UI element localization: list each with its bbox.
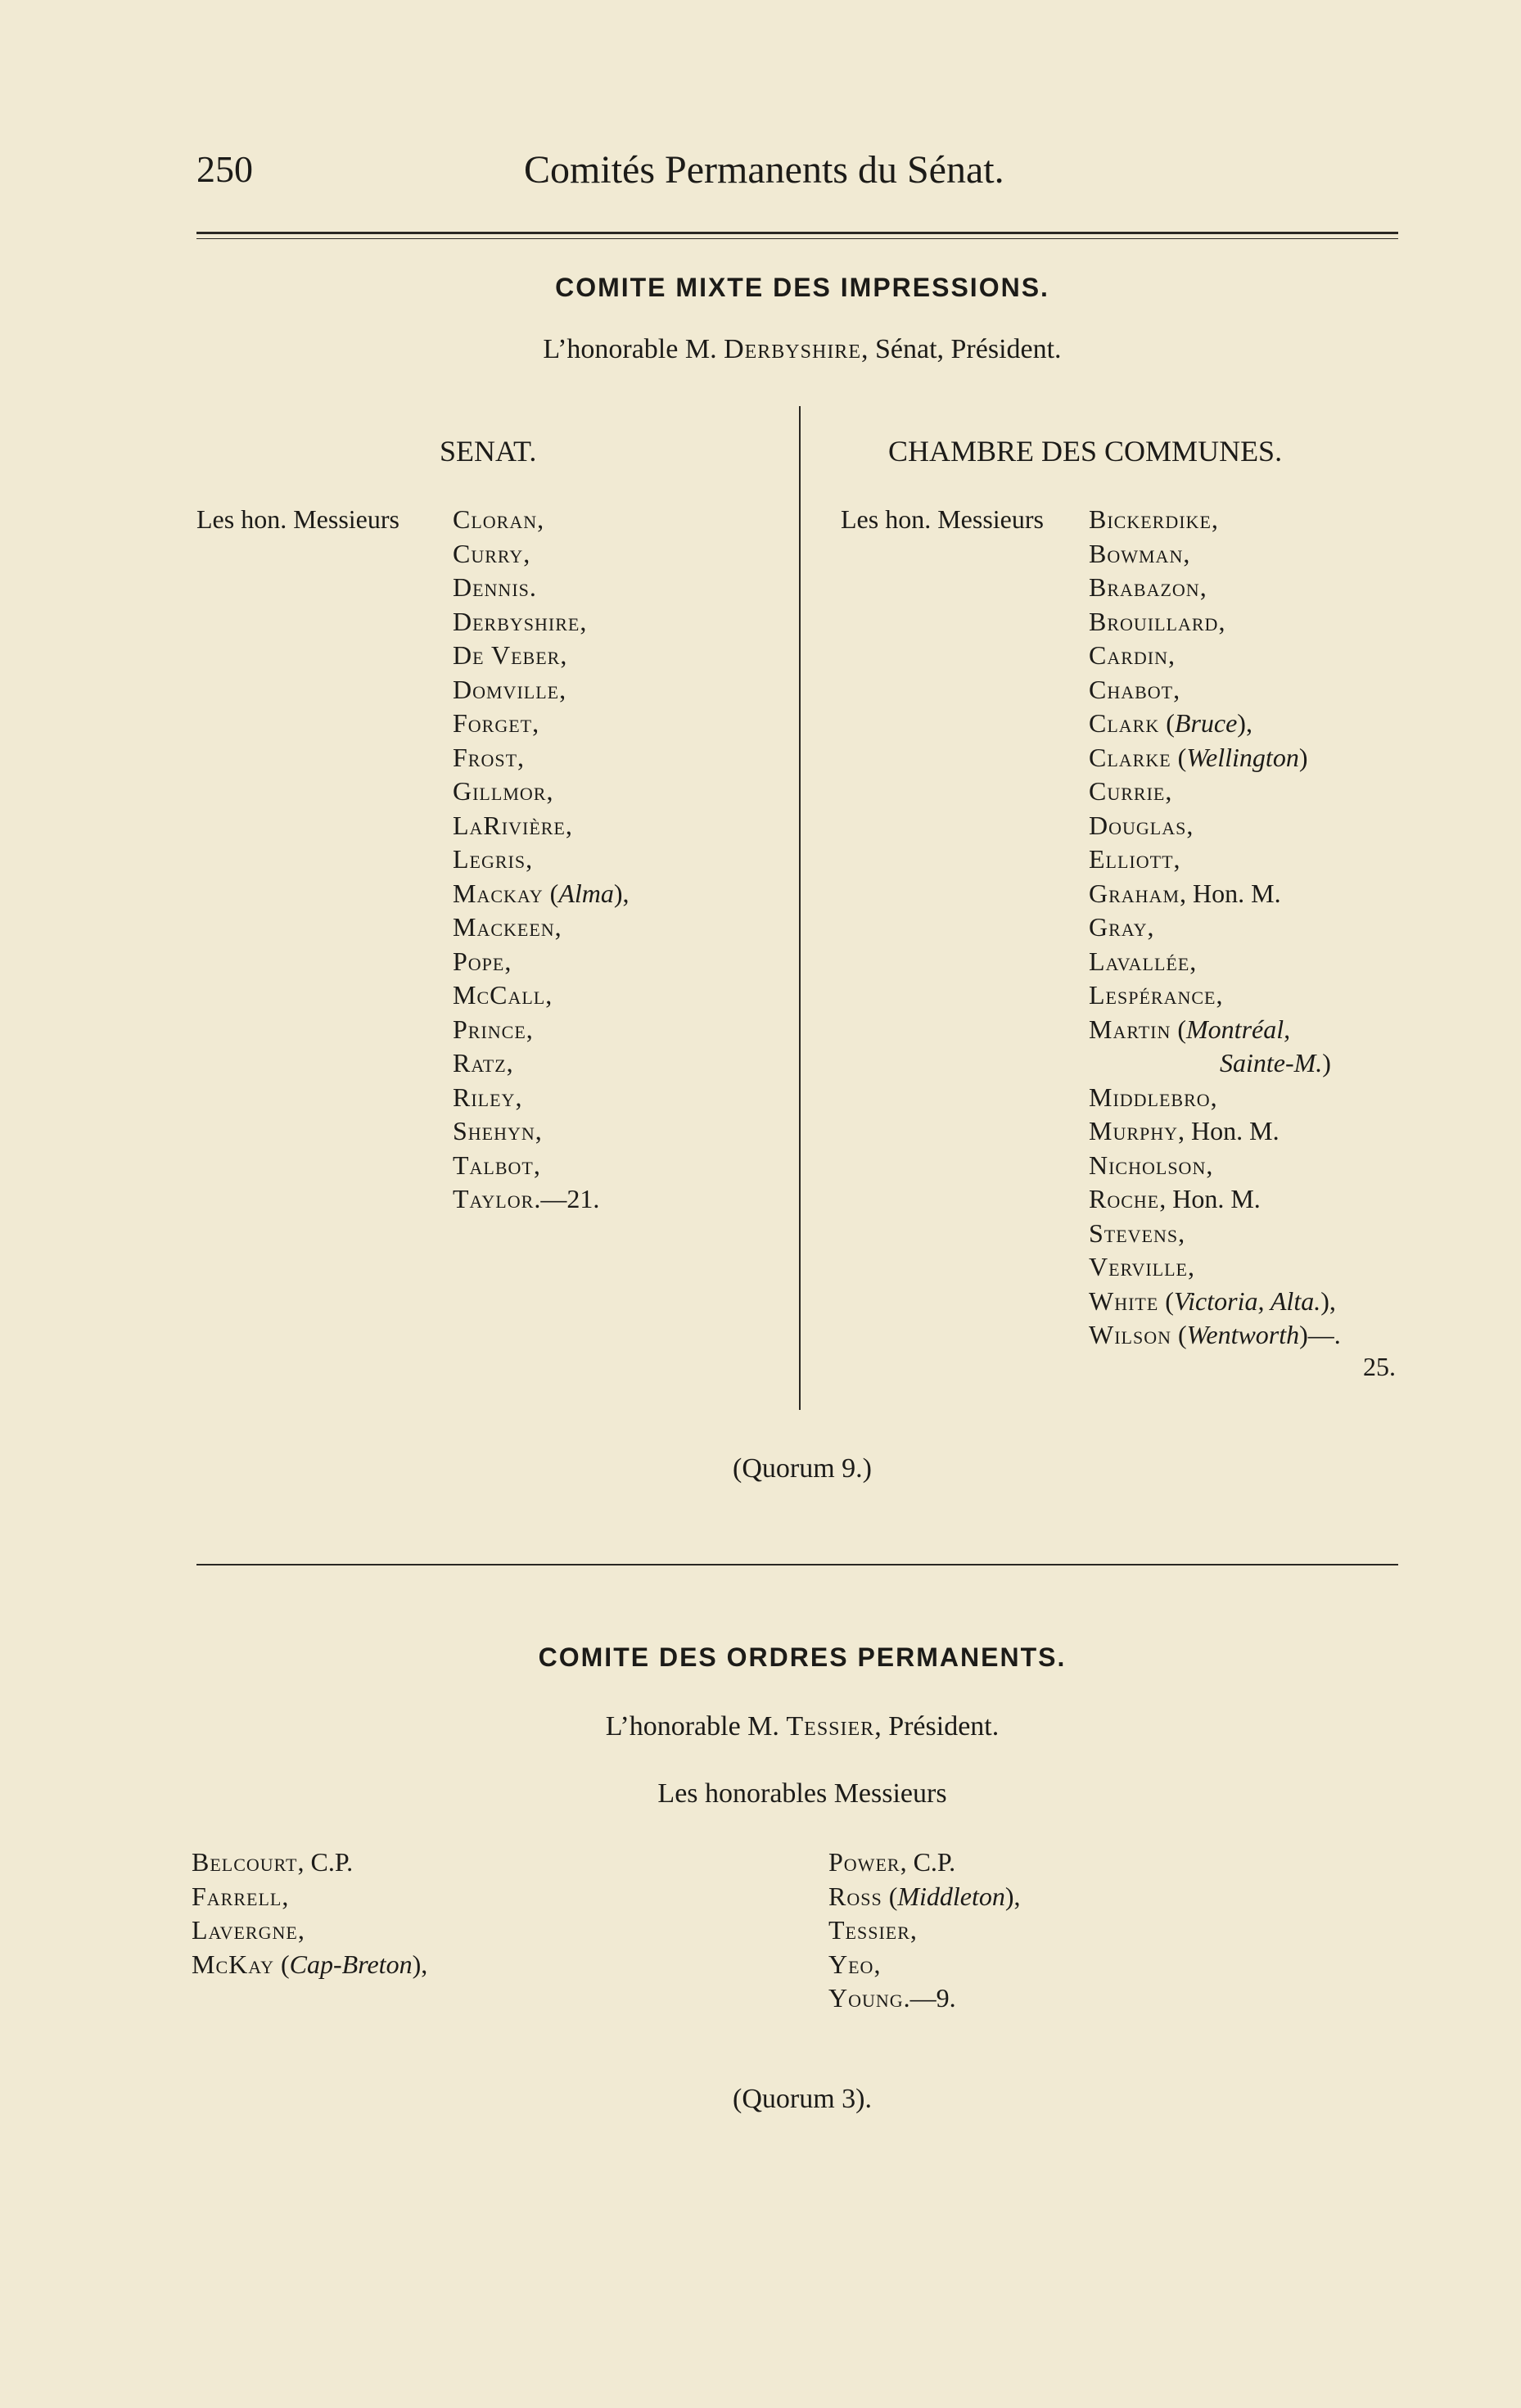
member-entry bbox=[453, 1182, 630, 1217]
member-closing: ), bbox=[1004, 1881, 1021, 1911]
member-entry bbox=[453, 843, 630, 877]
member-entry bbox=[1089, 775, 1341, 809]
chair-name: Tessier bbox=[786, 1711, 875, 1742]
member-entry bbox=[453, 1149, 630, 1183]
member-entry bbox=[1089, 639, 1341, 673]
member-entry bbox=[828, 1981, 1021, 2016]
member-suffix: , Hon. M. bbox=[1180, 878, 1281, 908]
member-suffix: ( bbox=[1158, 1285, 1174, 1316]
member-suffix: ( bbox=[274, 1949, 290, 1979]
member-entry bbox=[453, 978, 630, 1013]
member-name: Derbyshire bbox=[453, 606, 580, 636]
member-entry bbox=[1089, 978, 1341, 1013]
commons-heading: CHAMBRE DES COMMUNES. bbox=[888, 435, 1283, 468]
member-suffix: , bbox=[1188, 1252, 1194, 1281]
member-entry bbox=[1089, 1182, 1341, 1217]
member-name: Ross bbox=[828, 1881, 882, 1911]
member-riding: Middleton bbox=[897, 1881, 1005, 1911]
member-entry bbox=[828, 1880, 1021, 1914]
member-riding: Bruce bbox=[1174, 708, 1238, 738]
member-name: Cardin bbox=[1089, 640, 1169, 670]
member-name: Roche bbox=[1089, 1184, 1160, 1213]
member-entry bbox=[192, 1948, 427, 1982]
member-suffix: , Hon. M. bbox=[1178, 1116, 1280, 1145]
member-suffix: ( bbox=[543, 878, 559, 908]
chair-name: Derbyshire bbox=[724, 334, 861, 364]
member-name: Prince bbox=[453, 1014, 526, 1044]
member-name: Domville bbox=[453, 674, 560, 704]
member-entry bbox=[828, 1846, 1021, 1880]
member-entry bbox=[192, 1880, 427, 1914]
member-name: Verville bbox=[1089, 1252, 1188, 1281]
member-name: Shehyn bbox=[453, 1116, 535, 1145]
member-name: Wilson bbox=[1089, 1320, 1171, 1349]
member-suffix: , bbox=[909, 1915, 917, 1945]
member-suffix: , bbox=[515, 1082, 522, 1112]
member-suffix: , bbox=[1210, 1082, 1217, 1112]
member-entry bbox=[453, 775, 630, 809]
member-suffix: , bbox=[560, 640, 567, 670]
member-entry bbox=[1089, 673, 1341, 707]
member-name: Lespérance bbox=[1089, 980, 1216, 1010]
member-suffix: , bbox=[1199, 572, 1207, 602]
member-suffix: , bbox=[506, 1048, 513, 1078]
member-suffix: , C.P. bbox=[297, 1847, 354, 1877]
page-number: 250 bbox=[196, 148, 253, 190]
member-entry bbox=[453, 707, 630, 741]
member-entry bbox=[1089, 1013, 1341, 1047]
member-entry bbox=[1089, 877, 1341, 911]
member-name: Stevens bbox=[1089, 1218, 1179, 1248]
member-suffix: . bbox=[529, 572, 536, 602]
member-suffix: .—9. bbox=[903, 1983, 956, 2013]
member-name: Brouillard bbox=[1089, 606, 1219, 636]
header-rule bbox=[196, 232, 1398, 239]
standing-orders-intro: Les honorables Messieurs bbox=[657, 1778, 947, 1809]
member-suffix: , bbox=[1218, 606, 1225, 636]
member-name: Riley bbox=[453, 1082, 516, 1112]
member-name: Gillmor bbox=[453, 776, 547, 806]
member-suffix: , bbox=[1147, 912, 1154, 942]
member-name: McCall bbox=[453, 980, 546, 1010]
member-suffix: , bbox=[554, 912, 562, 942]
member-entry bbox=[1089, 503, 1341, 537]
quorum-impressions: (Quorum 9.) bbox=[733, 1453, 872, 1484]
member-name: LaRivière bbox=[453, 810, 566, 840]
member-entry bbox=[453, 537, 630, 572]
member-name: Farrell bbox=[192, 1881, 282, 1911]
member-closing: ), bbox=[1237, 708, 1252, 738]
member-riding: Wellington bbox=[1186, 742, 1299, 772]
member-name: Taylor bbox=[453, 1184, 535, 1213]
member-entry bbox=[1089, 910, 1341, 945]
member-riding: Wentworth bbox=[1186, 1320, 1300, 1349]
member-entry bbox=[453, 571, 630, 605]
member-entry bbox=[453, 945, 630, 979]
member-name: Currie bbox=[1089, 776, 1166, 806]
member-entry bbox=[453, 809, 630, 843]
member-name: Mackay bbox=[453, 878, 544, 908]
member-name: Clarke bbox=[1089, 742, 1171, 772]
member-suffix: , bbox=[297, 1915, 305, 1945]
member-entry bbox=[1089, 1250, 1341, 1285]
member-entry bbox=[1089, 1217, 1341, 1251]
member-name: Gray bbox=[1089, 912, 1148, 942]
member-entry bbox=[1089, 1081, 1341, 1115]
section-heading-impressions: COMITE MIXTE DES IMPRESSIONS. bbox=[555, 273, 1049, 302]
member-suffix: , bbox=[1168, 640, 1176, 670]
member-name: Brabazon bbox=[1089, 572, 1200, 602]
member-suffix: ( bbox=[1171, 742, 1187, 772]
member-suffix: , Hon. M. bbox=[1159, 1184, 1261, 1213]
member-name: Belcourt bbox=[192, 1847, 298, 1877]
senate-member-list bbox=[453, 503, 630, 1217]
member-name: Lavergne bbox=[192, 1915, 298, 1945]
member-suffix: ( bbox=[1171, 1320, 1187, 1349]
member-entry bbox=[1089, 1046, 1341, 1081]
member-name: Mackeen bbox=[453, 912, 555, 942]
member-entry bbox=[453, 503, 630, 537]
member-name: Power bbox=[828, 1847, 900, 1877]
member-entry bbox=[453, 673, 630, 707]
senate-intro: Les hon. Messieurs bbox=[196, 504, 399, 534]
member-name: Elliott bbox=[1089, 844, 1174, 874]
page-header bbox=[0, 147, 1521, 205]
member-name: De Veber bbox=[453, 640, 561, 670]
member-suffix: , bbox=[537, 504, 544, 534]
member-entry bbox=[828, 1913, 1021, 1948]
member-entry bbox=[1089, 809, 1341, 843]
member-name: Lavallée bbox=[1089, 946, 1190, 976]
member-name: Tessier bbox=[828, 1915, 910, 1945]
commons-intro: Les hon. Messieurs bbox=[841, 504, 1044, 534]
member-name: Middlebro bbox=[1089, 1082, 1211, 1112]
member-suffix: , bbox=[1173, 844, 1180, 874]
member-name: Legris bbox=[453, 844, 526, 874]
member-suffix: , bbox=[565, 810, 572, 840]
member-closing: ), bbox=[1320, 1285, 1336, 1316]
column-divider bbox=[799, 406, 801, 1410]
member-entry bbox=[1089, 1285, 1341, 1319]
member-suffix: , bbox=[1183, 538, 1190, 568]
member-entry bbox=[1089, 537, 1341, 572]
member-suffix: , bbox=[1173, 674, 1180, 704]
member-suffix: , bbox=[535, 1116, 542, 1145]
chair-line-standing-orders: L’honorable M. Tessier, Président. bbox=[605, 1711, 1000, 1742]
member-entry bbox=[453, 605, 630, 639]
member-name: McKay bbox=[192, 1949, 274, 1979]
member-name: Bowman bbox=[1089, 538, 1184, 568]
standing-orders-left-list bbox=[192, 1846, 427, 1981]
member-entry bbox=[453, 910, 630, 945]
member-name: Pope bbox=[453, 946, 505, 976]
member-name: Dennis bbox=[453, 572, 530, 602]
member-entry bbox=[453, 1046, 630, 1081]
member-name: Clark bbox=[1089, 708, 1160, 738]
running-title: Comités Permanents du Sénat. bbox=[524, 148, 1004, 192]
member-entry bbox=[453, 1081, 630, 1115]
member-suffix: , bbox=[526, 844, 533, 874]
member-suffix: , bbox=[504, 946, 512, 976]
member-name: Yeo bbox=[828, 1949, 874, 1979]
member-entry bbox=[1089, 707, 1341, 741]
member-suffix: , bbox=[526, 1014, 533, 1044]
member-suffix: , bbox=[1206, 1150, 1213, 1180]
member-name: Curry bbox=[453, 538, 524, 568]
member-suffix: .—21. bbox=[534, 1184, 600, 1213]
commons-member-list bbox=[1089, 503, 1341, 1353]
section-heading-standing-orders: COMITE DES ORDRES PERMANENTS. bbox=[538, 1642, 1067, 1672]
standing-orders-right-list bbox=[828, 1846, 1021, 2016]
member-closing: ), bbox=[412, 1949, 428, 1979]
member-entry bbox=[1089, 605, 1341, 639]
member-name: Forget bbox=[453, 708, 533, 738]
member-riding: Sainte-M. bbox=[1220, 1048, 1323, 1078]
member-name: White bbox=[1089, 1285, 1159, 1316]
member-suffix: ( bbox=[882, 1881, 898, 1911]
member-name: Murphy bbox=[1089, 1116, 1179, 1145]
member-suffix: , bbox=[1178, 1218, 1185, 1248]
member-suffix: , bbox=[1211, 504, 1218, 534]
member-entry bbox=[453, 877, 630, 911]
member-suffix: ( bbox=[1159, 708, 1175, 738]
member-suffix: , bbox=[580, 606, 587, 636]
member-entry bbox=[828, 1948, 1021, 1982]
member-name: Douglas bbox=[1089, 810, 1187, 840]
member-suffix: , bbox=[559, 674, 566, 704]
member-entry bbox=[1089, 741, 1341, 775]
member-name: Bickerdike bbox=[1089, 504, 1212, 534]
member-suffix: , bbox=[532, 708, 539, 738]
member-entry bbox=[453, 1013, 630, 1047]
member-name: Chabot bbox=[1089, 674, 1174, 704]
quorum-standing-orders: (Quorum 3). bbox=[733, 2084, 872, 2114]
section-rule bbox=[196, 1564, 1398, 1565]
member-suffix: , bbox=[282, 1881, 289, 1911]
member-entry bbox=[1089, 1149, 1341, 1183]
member-riding: Montréal, bbox=[1186, 1014, 1291, 1044]
member-closing: )—. bbox=[1299, 1320, 1341, 1349]
member-closing: ) bbox=[1322, 1048, 1331, 1078]
member-name: Graham bbox=[1089, 878, 1180, 908]
member-entry bbox=[192, 1846, 427, 1880]
member-entry bbox=[453, 1114, 630, 1149]
member-suffix: , bbox=[517, 742, 525, 772]
member-suffix: ( bbox=[1171, 1014, 1187, 1044]
member-suffix: , bbox=[545, 980, 553, 1010]
member-entry bbox=[1089, 1114, 1341, 1149]
member-suffix: , bbox=[1216, 980, 1223, 1010]
member-name: Nicholson bbox=[1089, 1150, 1207, 1180]
member-name: Young bbox=[828, 1983, 904, 2013]
member-name: Cloran bbox=[453, 504, 538, 534]
member-entry bbox=[1089, 843, 1341, 877]
member-closing: ), bbox=[613, 878, 630, 908]
member-suffix: , bbox=[1186, 810, 1194, 840]
member-name: Frost bbox=[453, 742, 518, 772]
member-entry bbox=[192, 1913, 427, 1948]
member-entry bbox=[453, 639, 630, 673]
member-name: Talbot bbox=[453, 1150, 534, 1180]
member-suffix: , bbox=[523, 538, 530, 568]
commons-total: 25. bbox=[1363, 1352, 1396, 1381]
member-entry bbox=[453, 741, 630, 775]
member-suffix: , bbox=[1189, 946, 1197, 976]
senate-heading: SENAT. bbox=[440, 435, 537, 468]
member-suffix: , C.P. bbox=[900, 1847, 956, 1877]
member-entry bbox=[1089, 571, 1341, 605]
member-riding: Victoria, Alta. bbox=[1173, 1285, 1321, 1316]
member-riding: Alma bbox=[558, 878, 614, 908]
member-entry bbox=[1089, 1318, 1341, 1353]
member-name: Martin bbox=[1089, 1014, 1171, 1044]
member-suffix: , bbox=[533, 1150, 540, 1180]
member-closing: ) bbox=[1298, 742, 1308, 772]
member-suffix: , bbox=[873, 1949, 881, 1979]
member-suffix: , bbox=[546, 776, 553, 806]
member-suffix: , bbox=[1165, 776, 1172, 806]
member-riding: Cap-Breton bbox=[289, 1949, 413, 1979]
member-entry bbox=[1089, 945, 1341, 979]
chair-line-impressions: L’honorable M. Derbyshire, Sénat, Président. bbox=[543, 334, 1062, 364]
member-name: Ratz bbox=[453, 1048, 507, 1078]
